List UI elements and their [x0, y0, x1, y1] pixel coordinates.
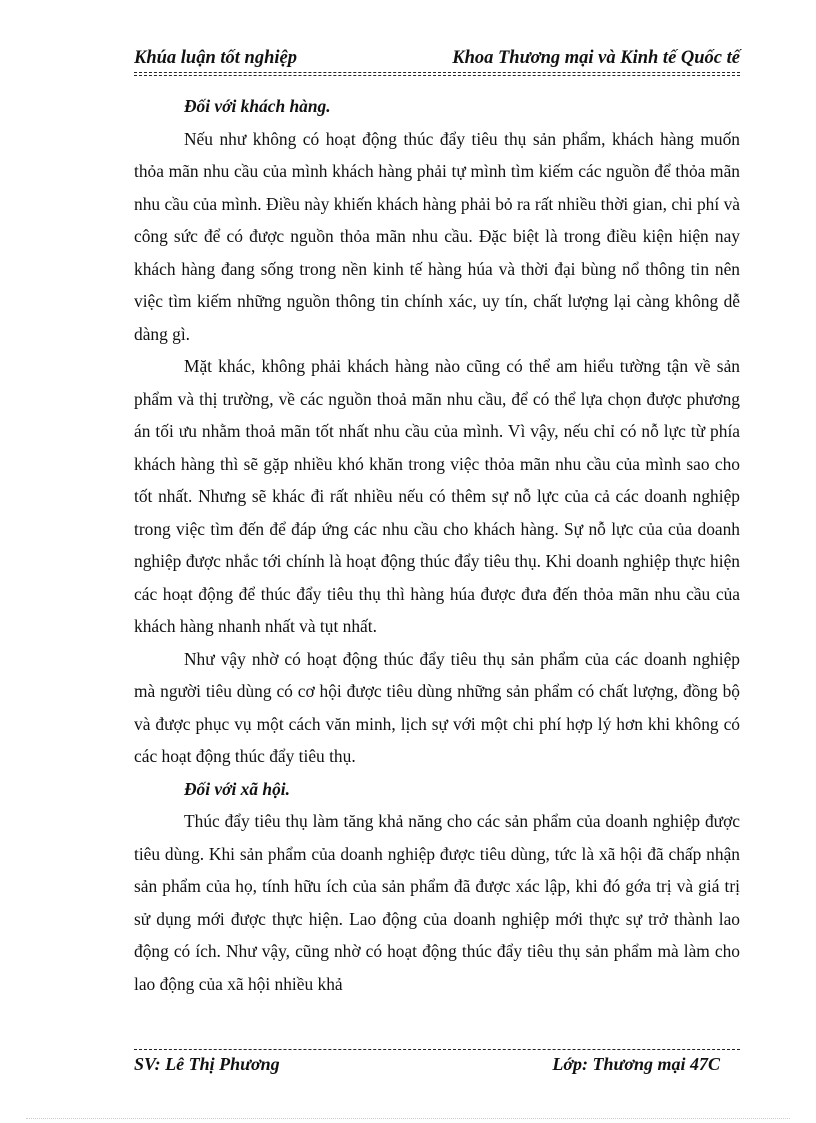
section-heading-customers: Đối với khách hàng. — [184, 96, 331, 116]
header-faculty: Khoa Thương mại và Kinh tế Quốc tế — [452, 48, 740, 68]
section-heading-society: Đối với xã hội. — [184, 778, 290, 799]
header-thesis-title: Khúa luận tốt nghiệp — [134, 48, 297, 68]
header-divider — [134, 72, 740, 73]
page-bottom-edge — [26, 1118, 790, 1119]
page-footer — [134, 1054, 740, 1082]
page-header — [134, 46, 740, 74]
paragraph-2: Mặt khác, không phải khách hàng nào cũng có thể am hiểu tường tận về sản phẩm và thị trường, về các nguồn thoả mãn nhu cầu, để có thể lựa chọn được phương án tối ưu nhằm thoả mãn tốt nhất nhu cầu của mình. Vì vậy, nếu chỉ có nỗ lực từ phía khách hàng thì sẽ gặp nhiều khó khăn trong việc thỏa mãn nhu cầu của mình sao cho tốt nhất. Nhưng sẽ khác đi rất nhiều nếu có thêm sự nỗ lực của cả các doanh nghiệp trong việc tìm đến để đáp ứng các nhu cầu cho khách hàng. Sự nỗ lực của của doanh nghiệp được nhắc tới chính là hoạt động thúc đẩy tiêu thụ. Khi doanh nghiệp thực hiện các hoạt động để thúc đẩy tiêu thụ thì hàng húa được đưa đến thỏa mãn nhu cầu của khách hàng nhanh nhất và tụt nhất. — [134, 356, 740, 636]
footer-class: Lớp: Thương mại 47C — [552, 1054, 720, 1074]
header-divider-secondary — [134, 75, 740, 76]
footer-student-name: SV: Lê Thị Phương — [134, 1054, 280, 1074]
paragraph-3: Như vậy nhờ có hoạt động thúc đẩy tiêu thụ sản phẩm của các doanh nghiệp mà người tiêu dùng có cơ hội được tiêu dùng những sản phẩm có chất lượng, đồng bộ và được phục vụ một cách văn minh, lịch sự với một chi phí hợp lý hơn khi không có các hoạt động thúc đẩy tiêu thụ. — [134, 648, 740, 766]
document-body — [134, 90, 740, 1000]
paragraph-1: Nếu như không có hoạt động thúc đẩy tiêu thụ sản phẩm, khách hàng muốn thỏa mãn nhu cầu của mình khách hàng phải tự mình tìm kiếm các nguồn để thỏa mãn nhu cầu của mình. Điều này khiến khách hàng phải bỏ ra rất nhiều thời gian, chi phí và công sức để có được nguồn thỏa mãn nhu cầu. Đặc biệt là trong điều kiện hiện nay khách hàng đang sống trong nền kinh tế hàng húa và thời đại bùng nổ thông tin nên việc tìm kiếm những nguồn thông tin chính xác, uy tín, chất lượng lại càng không dễ dàng gì. — [134, 128, 740, 344]
footer-divider — [134, 1049, 740, 1050]
paragraph-4: Thúc đẩy tiêu thụ làm tăng khả năng cho các sản phẩm của doanh nghiệp được tiêu dùng. Khi sản phẩm của doanh nghiệp được tiêu dùng, tức là xã hội đã chấp nhận sản phẩm của họ, tính hữu ích của sản phẩm đã được xác lập, khi đó gớa trị và giá trị sử dụng mới được thực hiện. Lao động của doanh nghiệp mới thực sự trở thành lao động có ích. Như vậy, cũng nhờ có hoạt động thúc đẩy tiêu thụ sản phẩm mà làm cho lao động của xã hội nhiều khả — [134, 811, 740, 994]
